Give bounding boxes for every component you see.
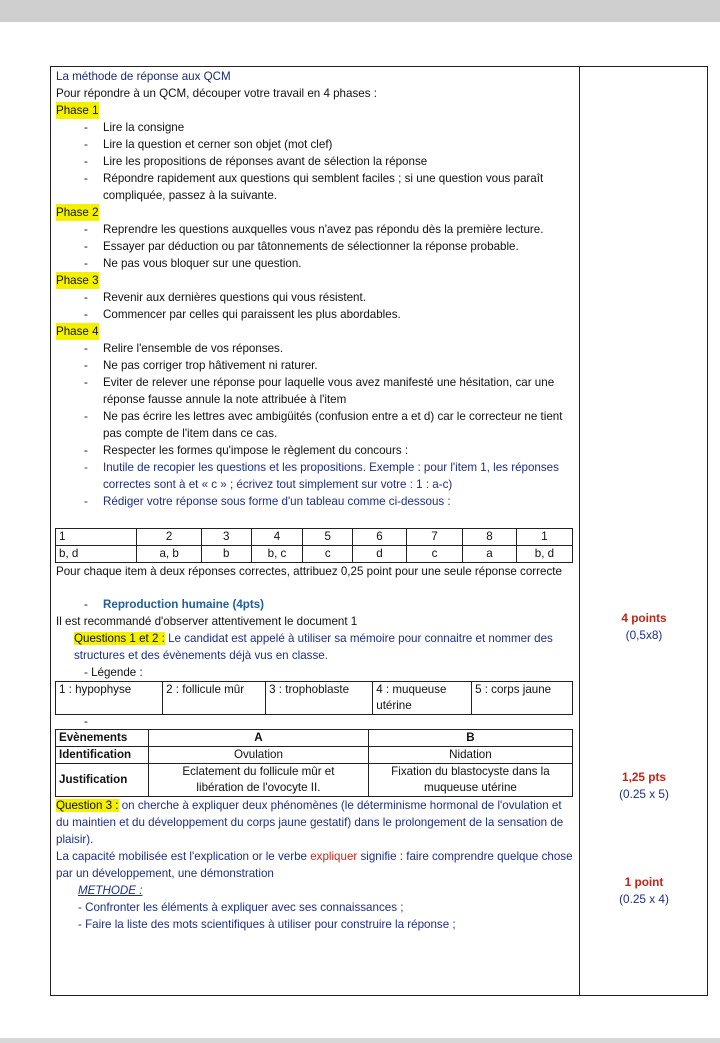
q3-text: on cherche à expliquer deux phénomènes (le déterminisme hormonal de l'ovulation et du maintien et du développement du corps jaune gestatif) dans le prolongement de la sensation de plaisir). [56, 799, 564, 846]
table-cell: 2 [137, 529, 201, 546]
events-table [55, 729, 573, 797]
q12-text: Le candidat est appelé à utiliser sa mémoire pour connaitre et nommer des structures et des évènements déjà vus en classe. [74, 632, 553, 662]
table-row [56, 682, 573, 715]
doc-intro: Pour répondre à un QCM, découper votre travail en 4 phases : [56, 87, 377, 100]
table-cell: Justification [56, 764, 149, 797]
table-cell: c [303, 546, 353, 563]
table-cell: Ovulation [149, 747, 369, 764]
table-row [56, 546, 573, 563]
table-cell: 8 [463, 529, 517, 546]
table-cell: 1 [56, 529, 137, 546]
list-item: - Eviter de relever une réponse pour laquelle vous avez manifesté une hésitation, car une réponse fausse annule la note attribuée à l'item [56, 374, 576, 408]
list-item: - Respecter les formes qu'impose le règlement du concours : [56, 442, 576, 459]
legend-label: Légende : [91, 666, 143, 679]
table-cell: 4 [251, 529, 303, 546]
section-title: - Reproduction humaine (4pts) [56, 596, 576, 613]
phase-2-label: Phase 2 [56, 206, 99, 219]
table-header: B [368, 730, 572, 747]
table-row [56, 764, 573, 797]
column-divider [579, 67, 580, 995]
legend-cell: 5 : corps jaune [472, 682, 573, 715]
list-item: - Relire l'ensemble de vos réponses. [56, 340, 576, 357]
side-score-3 [581, 874, 707, 908]
table-cell: Nidation [368, 747, 572, 764]
document-frame [50, 66, 708, 996]
table-cell: d [353, 546, 407, 563]
phase-3-list [56, 289, 576, 323]
list-item: - Essayer par déduction ou par tâtonnements de sélectionner la réponse probable. [56, 238, 576, 255]
score-detail: (0.25 x 5) [619, 787, 669, 801]
list-item: - Ne pas corriger trop hâtivement ni raturer. [56, 357, 576, 374]
phase-4-list [56, 340, 576, 510]
table-cell: Identification [56, 747, 149, 764]
legend-cell: 2 : follicule mûr [163, 682, 266, 715]
main-column [56, 68, 576, 933]
phase-4-label: Phase 4 [56, 325, 99, 338]
list-item: - Reprendre les questions auxquelles vous n'avez pas répondu dès la première lecture. [56, 221, 576, 238]
table-cell: 3 [201, 529, 251, 546]
q3-label: Question 3 : [56, 799, 119, 812]
doc-title: La méthode de réponse aux QCM [56, 70, 231, 83]
list-item: - Lire les propositions de réponses avant de sélection la réponse [56, 153, 576, 170]
table-cell: b, c [251, 546, 303, 563]
score-points: 4 points [621, 611, 667, 625]
list-item: - Rédiger votre réponse sous forme d'un tableau comme ci-dessous : [56, 493, 576, 510]
list-item: - Ne pas écrire les lettres avec ambigüités (confusion entre a et d) car le correcteur ne tient pas compte de l'item dans ce cas. [56, 408, 576, 442]
score-points: 1,25 pts [622, 770, 666, 784]
list-item: - Commencer par celles qui paraissent les plus abordables. [56, 306, 576, 323]
table-cell: c [406, 546, 462, 563]
score-detail: (0,5x8) [625, 628, 663, 642]
table-row [56, 529, 573, 546]
table-cell: a, b [137, 546, 201, 563]
dash-line: - [84, 715, 88, 728]
legend-table [55, 681, 573, 715]
questions-1-2 [56, 630, 576, 664]
table-cell: a [463, 546, 517, 563]
table-cell: Fixation du blastocyste dans la muqueuse utérine [368, 764, 572, 797]
list-item: - Lire la question et cerner son objet (mot clef) [56, 136, 576, 153]
table-cell: 7 [406, 529, 462, 546]
method-title: METHODE : [78, 884, 143, 897]
bottom-bar [0, 1038, 720, 1043]
phase-2-list [56, 221, 576, 272]
table-cell: 6 [353, 529, 407, 546]
table-cell: 5 [303, 529, 353, 546]
method-item: - Faire la liste des mots scientifiques à utiliser pour construire la réponse ; [78, 918, 456, 931]
recommend-text: Il est recommandé d'observer attentivement le document 1 [56, 615, 358, 628]
capacity-post: signifie : faire comprendre quelque chose par un développement, une démonstration [56, 850, 573, 880]
answer-table [55, 528, 573, 563]
list-item: - Lire la consigne [56, 119, 576, 136]
table-cell: b, d [516, 546, 572, 563]
score-detail: (0.25 x 4) [619, 892, 669, 906]
q12-label: Questions 1 et 2 : [74, 632, 165, 645]
table-header: Evènements [56, 730, 149, 747]
capacity-pre: La capacité mobilisée est l'explication or le verbe [56, 850, 311, 863]
table-row [56, 730, 573, 747]
legend-cell: 4 : muqueuse utérine [373, 682, 472, 715]
legend-cell: 1 : hypophyse [56, 682, 163, 715]
legend-label-row: - Légende : [84, 666, 143, 679]
table-header: A [149, 730, 369, 747]
score-points: 1 point [624, 875, 664, 889]
scoring-note: Pour chaque item à deux réponses correctes, attribuez 0,25 point pour une seule réponse correcte [56, 565, 562, 578]
top-bar [0, 0, 720, 22]
side-score-1 [581, 610, 707, 644]
capacity-text [56, 848, 576, 882]
list-item: - Inutile de recopier les questions et les propositions. Exemple : pour l'item 1, les réponses correctes sont à et « c » ; écrivez tout simplement sur votre : 1 : a-c) [56, 459, 576, 493]
side-score-2 [581, 769, 707, 803]
method-item: - Confronter les éléments à expliquer avec ses connaissances ; [78, 901, 404, 914]
phase-1-list [56, 119, 576, 204]
question-3 [56, 797, 576, 848]
phase-1-label: Phase 1 [56, 104, 99, 117]
list-item: - Répondre rapidement aux questions qui semblent faciles ; si une question vous paraît compliquée, passez à la suivante. [56, 170, 576, 204]
table-cell: 1 [516, 529, 572, 546]
list-item: - Revenir aux dernières questions qui vous résistent. [56, 289, 576, 306]
capacity-verb: expliquer [310, 850, 358, 863]
table-cell: b [201, 546, 251, 563]
phase-3-label: Phase 3 [56, 274, 99, 287]
table-row [56, 747, 573, 764]
table-cell: b, d [56, 546, 137, 563]
list-item: - Ne pas vous bloquer sur une question. [56, 255, 576, 272]
table-cell: Eclatement du follicule mûr et libération de l'ovocyte II. [149, 764, 369, 797]
legend-cell: 3 : trophoblaste [266, 682, 373, 715]
